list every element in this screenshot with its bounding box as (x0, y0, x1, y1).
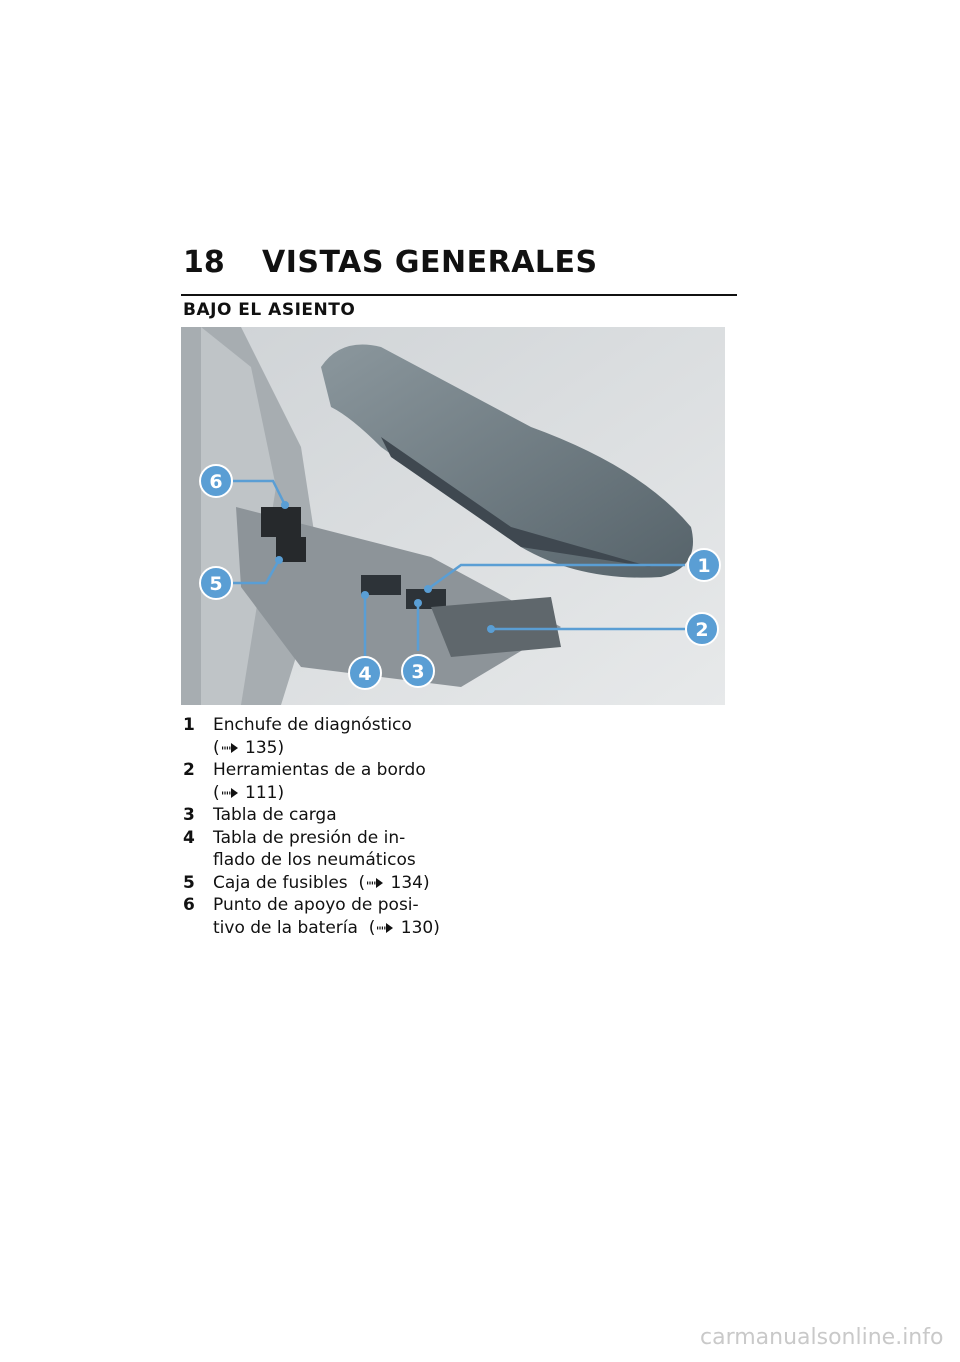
page-reference-arrow-icon (377, 923, 393, 933)
callout-6 (200, 465, 232, 497)
page-reference-arrow-icon (222, 743, 238, 753)
page-reference[interactable] (213, 737, 463, 760)
section-title: BAJO EL ASIENTO (183, 300, 356, 320)
page-reference[interactable] (213, 782, 463, 805)
callout-4-label: 4 (358, 663, 372, 685)
callout-1-label: 1 (697, 555, 711, 577)
legend-text-line-2: tivo de la batería (213, 917, 358, 938)
legend-text: Caja de fusibles (213, 872, 348, 893)
callout-3-label: 3 (411, 661, 425, 683)
callout-1 (688, 549, 720, 581)
motorcycle-under-seat-figure (181, 327, 725, 705)
legend-item-1 (183, 714, 463, 759)
ref-close-paren: ) (277, 782, 285, 803)
ref-page: 134 (390, 872, 423, 893)
legend-text: Herramientas de a bordo (213, 760, 426, 780)
legend-item-6 (183, 894, 463, 939)
ref-close-paren: ) (433, 917, 440, 938)
callout-6-label: 6 (209, 471, 223, 493)
callout-5 (200, 567, 232, 599)
legend-number: 6 (183, 895, 195, 915)
figure-illustration (181, 327, 725, 705)
callout-4 (349, 657, 381, 689)
fuse-box-shape (261, 507, 301, 537)
page-reference-arrow-icon (222, 788, 238, 798)
page-reference[interactable] (363, 918, 440, 938)
legend-list (183, 714, 463, 939)
watermark: carmanualsonline.info (700, 1325, 944, 1350)
header-rule (181, 294, 737, 296)
ref-close-paren: ) (422, 872, 430, 893)
ref-open-paren: ( (213, 737, 220, 758)
legend-text-line-1: Punto de apoyo de posi- (213, 895, 419, 915)
legend-number: 3 (183, 805, 195, 825)
ref-page: 135 (245, 737, 278, 758)
chapter-title: VISTAS GENERALES (262, 245, 598, 280)
toolkit-shape (431, 597, 561, 657)
callout-2-label: 2 (695, 619, 709, 641)
ref-page: 111 (245, 782, 278, 803)
legend-item-3 (183, 804, 463, 827)
legend-number: 4 (183, 827, 195, 848)
legend-text-line-1: Tabla de presión de in- (213, 827, 406, 848)
legend-item-2 (183, 759, 463, 804)
page-reference-arrow-icon (367, 878, 383, 888)
ref-open-paren: ( (358, 872, 366, 893)
legend-text: Tabla de carga (213, 805, 337, 825)
legend-text: Enchufe de diagnóstico (213, 715, 412, 735)
legend-number: 2 (183, 760, 195, 780)
callout-3 (402, 655, 434, 687)
page-number: 18 (183, 245, 225, 280)
ref-open-paren: ( (368, 917, 376, 938)
page-reference[interactable] (353, 873, 430, 893)
legend-text-line-2: flado de los neumáticos (213, 850, 416, 870)
ref-close-paren: ) (277, 737, 285, 758)
legend-number: 1 (183, 715, 195, 735)
legend-number: 5 (183, 872, 195, 893)
legend-item-5 (183, 872, 463, 895)
callout-2 (686, 613, 718, 645)
ref-open-paren: ( (213, 782, 220, 803)
legend-item-4 (183, 827, 463, 872)
ref-page: 130 (400, 917, 434, 938)
callout-5-label: 5 (209, 573, 223, 595)
